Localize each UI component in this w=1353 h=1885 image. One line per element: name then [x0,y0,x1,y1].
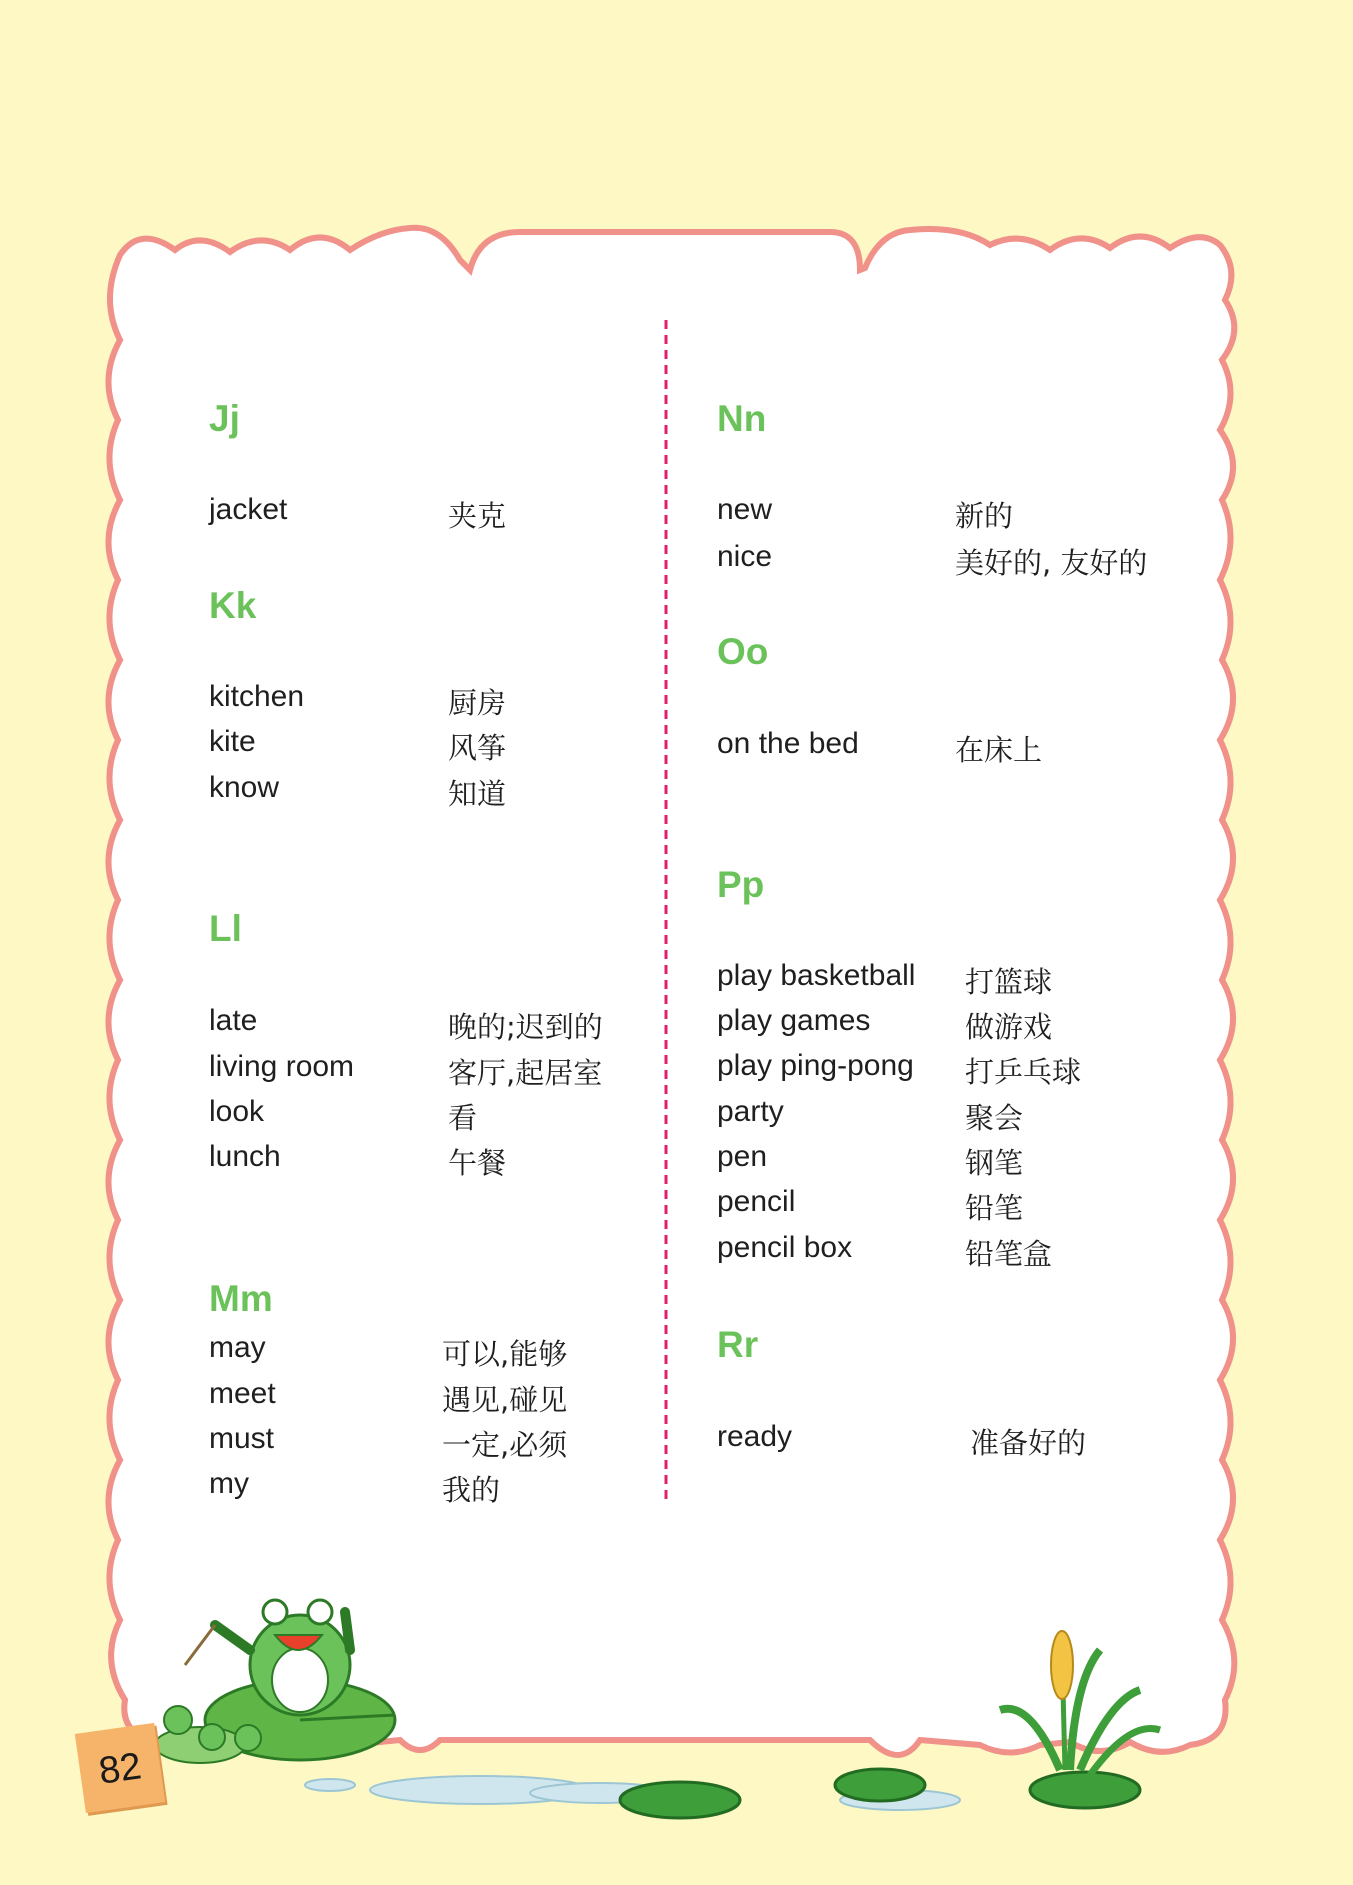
letter-heading-rr: Rr [717,1324,759,1365]
vocab-meaning: 夹克 [448,499,507,533]
page-number: 82 [96,1745,144,1793]
letter-heading-kk: Kk [209,585,257,626]
vocab-word: meet [209,1377,276,1410]
vocab-meaning: 遇见,碰见 [442,1383,568,1417]
vocab-word: kite [209,725,256,758]
vocab-meaning: 聚会 [965,1101,1024,1135]
vocab-word: play ping-pong [717,1049,914,1082]
vocab-meaning: 准备好的 [970,1426,1087,1460]
letter-heading-jj: Jj [209,398,240,439]
vocab-word: on the bed [717,727,859,760]
vocab-word: jacket [209,493,288,526]
letter-heading-oo: Oo [717,631,769,672]
vocab-meaning: 打乒乓球 [965,1055,1082,1089]
vocab-meaning: 铅笔盒 [965,1237,1053,1271]
vocab-meaning: 晚的;迟到的 [448,1010,603,1044]
vocab-word: must [209,1422,275,1455]
scalloped-paper [108,228,1234,1755]
vocab-meaning: 美好的, 友好的 [955,546,1148,580]
vocab-word: ready [717,1420,793,1453]
vocab-word: play games [717,1004,871,1037]
vocab-meaning: 钢笔 [965,1146,1024,1180]
vocab-word: pencil [717,1185,796,1218]
letter-heading-mm: Mm [209,1278,273,1319]
vocab-word: play basketball [717,959,916,992]
vocab-word: party [717,1095,784,1128]
vocab-meaning: 一定,必须 [442,1428,568,1462]
vocab-meaning: 做游戏 [965,1010,1053,1044]
vocab-meaning: 知道 [448,777,507,811]
vocab-meaning: 客厅,起居室 [448,1056,603,1090]
vocab-word: new [717,493,773,526]
vocab-meaning: 在床上 [955,733,1043,767]
page-number-tag [75,1723,165,1813]
letter-heading-ll: Ll [209,908,242,949]
vocab-word: lunch [209,1140,281,1173]
letter-heading-pp: Pp [717,864,765,905]
vocab-word: nice [717,540,773,573]
vocab-word: my [209,1467,249,1500]
vocab-word: living room [209,1050,355,1083]
vocab-word: kitchen [209,680,305,713]
vocab-meaning: 厨房 [448,686,507,720]
vocab-meaning: 打篮球 [965,965,1053,999]
vocab-word: pen [717,1140,768,1173]
vocab-word: late [209,1004,258,1037]
vocab-word: know [209,771,280,804]
letter-heading-nn: Nn [717,398,767,439]
vocab-meaning: 风筝 [448,731,507,765]
vocab-word: may [209,1331,266,1364]
vocab-meaning: 铅笔 [965,1191,1024,1225]
vocab-meaning: 可以,能够 [442,1337,568,1371]
vocab-meaning: 看 [448,1101,478,1135]
vocab-meaning: 新的 [955,499,1014,533]
vocab-word: pencil box [717,1231,853,1264]
vocab-word: look [209,1095,265,1128]
vocab-meaning: 午餐 [448,1146,507,1180]
vocab-meaning: 我的 [442,1473,501,1507]
